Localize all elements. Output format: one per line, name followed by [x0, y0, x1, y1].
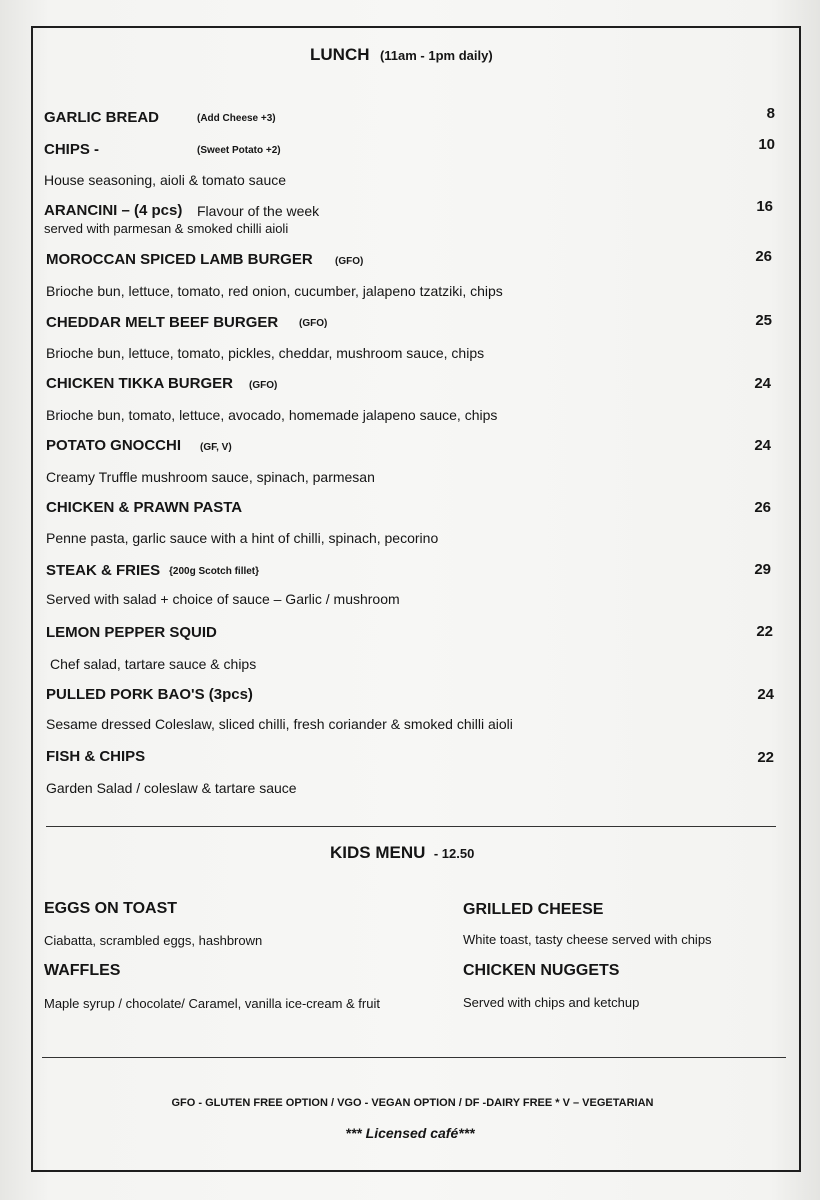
section-divider — [46, 826, 776, 827]
menu-item-desc: Brioche bun, tomato, lettuce, avocado, homemade jalapeno sauce, chips — [46, 407, 498, 423]
section-divider — [42, 1057, 786, 1058]
menu-item-price: 25 — [755, 312, 772, 329]
menu-item-price: 24 — [754, 375, 771, 392]
menu-item-note: (Add Cheese +3) — [197, 113, 276, 124]
menu-item-note: (Sweet Potato +2) — [197, 145, 281, 156]
menu-item-desc: Creamy Truffle mushroom sauce, spinach, parmesan — [46, 469, 375, 485]
menu-item-name: POTATO GNOCCHI — [46, 437, 181, 454]
lunch-title: LUNCH — [310, 45, 370, 64]
menu-item-price: 8 — [766, 105, 775, 122]
dietary-legend: GFO - GLUTEN FREE OPTION / VGO - VEGAN OPTION / DF -DAIRY FREE * V – VEGETARIAN — [171, 1097, 654, 1109]
menu-item-name: STEAK & FRIES — [46, 562, 161, 579]
menu-item-name: GARLIC BREAD — [44, 109, 159, 126]
menu-item-name: CHEDDAR MELT BEEF BURGER — [46, 314, 279, 331]
menu-item-note: (GFO) — [335, 256, 364, 267]
menu-item-note: Flavour of the week — [197, 203, 320, 219]
menu-item-note: (GF, V) — [200, 442, 232, 453]
menu-item-name: ARANCINI – (4 pcs) — [44, 202, 183, 219]
menu-item-name: MOROCCAN SPICED LAMB BURGER — [46, 251, 313, 268]
kids-item-name: EGGS ON TOAST — [44, 900, 178, 917]
lunch-header — [310, 45, 493, 65]
menu-item-name: CHICKEN TIKKA BURGER — [46, 375, 233, 392]
menu-item-price: 22 — [757, 749, 774, 766]
menu-item-name: LEMON PEPPER SQUID — [46, 624, 217, 641]
kids-item-desc: Ciabatta, scrambled eggs, hashbrown — [44, 933, 263, 948]
kids-item-name: GRILLED CHEESE — [463, 901, 604, 918]
kids-price: - 12.50 — [433, 846, 475, 861]
menu-item-name: CHIPS - — [44, 141, 100, 158]
kids-header — [330, 843, 474, 863]
menu-item-name: CHICKEN & PRAWN PASTA — [46, 499, 243, 516]
kids-item-desc: Served with chips and ketchup — [463, 995, 640, 1010]
menu-item-note: {200g Scotch fillet} — [169, 566, 260, 577]
menu-item-desc: Brioche bun, lettuce, tomato, red onion, cucumber, jalapeno tzatziki, chips — [46, 283, 503, 299]
menu-item-price: 22 — [756, 623, 773, 640]
menu-item-price: 29 — [754, 561, 771, 578]
menu-item-desc: Sesame dressed Coleslaw, sliced chilli, fresh coriander & smoked chilli aioli — [46, 716, 513, 732]
menu-item-price: 10 — [758, 136, 775, 153]
menu-item-price: 24 — [757, 686, 774, 703]
lunch-hours: (11am - 1pm daily) — [379, 48, 493, 63]
licensed-cafe: *** Licensed café*** — [345, 1125, 475, 1141]
menu-item-desc: Chef salad, tartare sauce & chips — [50, 656, 257, 672]
menu-item-desc: served with parmesan & smoked chilli aioli — [44, 221, 289, 236]
menu-item-note: (GFO) — [299, 318, 328, 329]
menu-item-price: 16 — [756, 198, 773, 215]
menu-item-price: 24 — [754, 437, 771, 454]
menu-item-price: 26 — [754, 499, 771, 516]
menu-item-desc: House seasoning, aioli & tomato sauce — [44, 172, 287, 188]
kids-item-name: CHICKEN NUGGETS — [463, 962, 620, 979]
menu-item-name: FISH & CHIPS — [46, 748, 146, 765]
menu-item-desc: Penne pasta, garlic sauce with a hint of chilli, spinach, pecorino — [46, 530, 439, 546]
menu-item-desc: Served with salad + choice of sauce – Garlic / mushroom — [46, 591, 400, 607]
kids-item-desc: Maple syrup / chocolate/ Caramel, vanilla ice-cream & fruit — [44, 996, 380, 1011]
menu-item-desc: Garden Salad / coleslaw & tartare sauce — [46, 780, 297, 796]
kids-item-name: WAFFLES — [44, 962, 121, 979]
kids-item-desc: White toast, tasty cheese served with chips — [463, 932, 712, 947]
kids-title: KIDS MENU — [330, 843, 426, 862]
menu-item-name: PULLED PORK BAO'S (3pcs) — [46, 686, 253, 703]
menu-item-desc: Brioche bun, lettuce, tomato, pickles, cheddar, mushroom sauce, chips — [46, 345, 485, 361]
menu-item-price: 26 — [755, 248, 772, 265]
menu-item-note: (GFO) — [249, 380, 278, 391]
